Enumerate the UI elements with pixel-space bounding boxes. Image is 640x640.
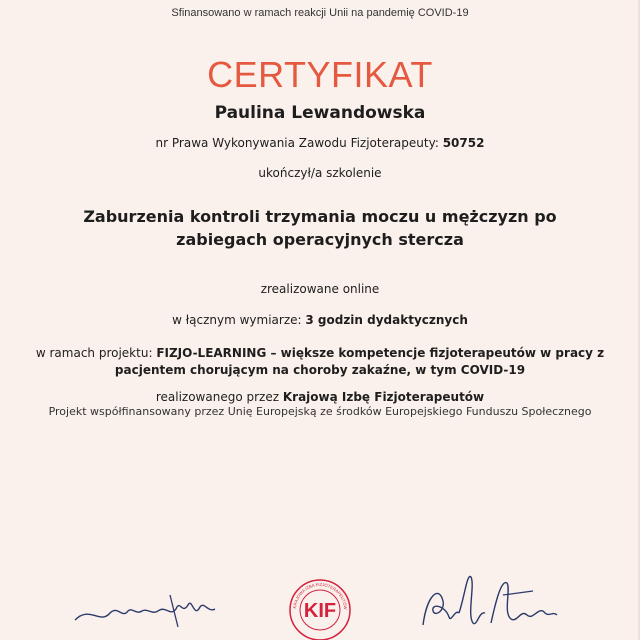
cofinancing-note: Projekt współfinansowany przez Unię Europejską ze środków Europejskiego Funduszu Społecznego <box>48 405 592 418</box>
hours-label: w łącznym wymiarze: <box>172 313 302 327</box>
participant-name: Paulina Lewandowska <box>214 103 426 123</box>
delivery-mode: zrealizowane online <box>260 282 380 296</box>
course-title: Zaburzenia kontroli trzymania moczu u mężczyzn po zabiegach operacyjnych stercza <box>83 207 557 249</box>
project-name: FIZJO-LEARNING – większe kompetencje fizjoterapeutów w pracy z pacjentem chorującym na choroby zakaźne, w tym COVID-19 <box>114 346 605 377</box>
organizer-name: Krajową Izbę Fizjoterapeutów <box>282 390 485 404</box>
logo-ring-text: KRAJOWA IZBA FIZJOTERAPEUTÓW <box>292 581 349 610</box>
license-number: 50752 <box>442 136 485 150</box>
logo-text: KIF <box>303 600 337 622</box>
kif-logo <box>284 570 356 640</box>
license-label: nr Prawa Wykonywania Zawodu Fizjoterapeuty: <box>155 136 439 150</box>
license-line <box>0 136 640 150</box>
signature-right <box>415 565 565 640</box>
project-label: w ramach projektu: <box>35 346 153 360</box>
hours-line <box>0 313 640 327</box>
hours-value: 3 godzin dydaktycznych <box>305 313 468 327</box>
funding-note: Sfinansowano w ramach reakcji Unii na pandemię COVID-19 <box>171 7 469 19</box>
organizer-line <box>0 390 640 404</box>
project-line <box>20 345 620 379</box>
signature-left <box>70 575 220 635</box>
organizer-label: realizowanego przez <box>155 390 280 404</box>
completed-text: ukończył/a szkolenie <box>258 166 382 180</box>
certificate-title: CERTYFIKAT <box>207 54 433 95</box>
